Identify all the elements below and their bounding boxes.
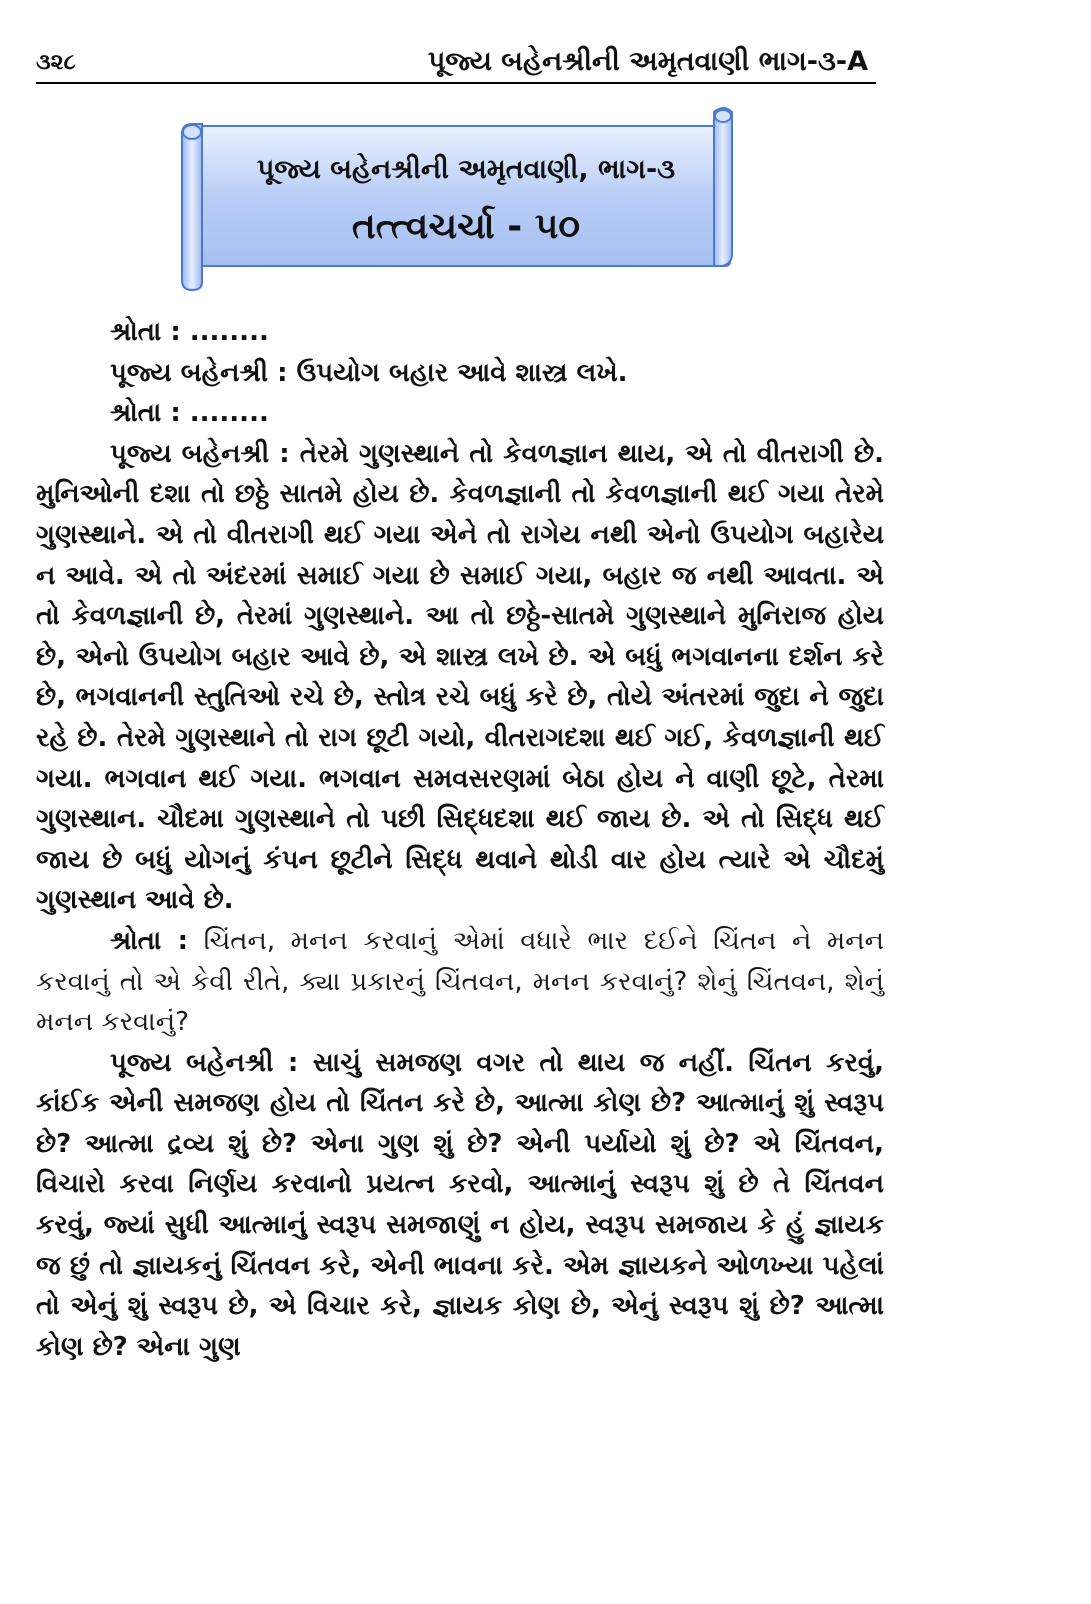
paragraph [36,1043,884,1368]
paragraph [36,312,884,353]
speaker-label: શ્રોતા : [110,317,181,347]
paragraph-text: સાચું સમજણ વગર તો થાય જ નહીં. ચિંતન કરવું, કાંઈક એની સમજણ હોય તો ચિંતન કરે છે, આત્મા કોણ છે? આત્માનું શું સ્વરૂપ છે? આત્મા દ્રવ્ય શું છે? એના ગુણ શું છે? એની પર્યાયો શું છે? એ ચિંતવન, વિચારો કરવા નિર્ણય કરવાનો પ્રયત્ન કરવો, આત્માનું સ્વરૂપ શું છે તે ચિંતવન કરવું, જ્યાં સુધી આત્માનું સ્વરૂપ સમજાણું ન હોય, સ્વરૂપ સમજાય કે હું જ્ઞાયક જ છું તો જ્ઞાયકનું ચિંતવન કરે, એની ભાવના કરે. એમ જ્ઞાયકને ઓળખ્યા પહેલાં તો એનું શું સ્વરૂપ છે, એ વિચાર કરે, જ્ઞાયક કોણ છે, એનું સ્વરૂપ શું છે? આત્મા કોણ છે? એના ગુણ [36,1047,884,1362]
banner-subtitle: પૂજ્ય બહેનશ્રીની અમૃતવાણી, ભાગ-૩ [256,154,676,185]
page-number: ૩૨૮ [36,50,76,75]
paragraph-text: ........ [180,317,269,347]
paragraph-text: ........ [180,398,269,429]
speaker-label: શ્રોતા : [110,925,189,956]
paragraph-text: ઉપયોગ બહાર આવે શાસ્ત્ર લખે. [287,357,628,388]
paragraph [36,434,884,921]
banner-title: તત્ત્વચર્ચા - ૫૦ [351,206,581,247]
running-title: પૂજ્ય બહેનશ્રીની અમૃતવાણી ભાગ-૩-A [427,46,868,77]
speaker-label: પૂજ્ય બહેનશ્રી : [110,1047,299,1078]
speaker-label: પૂજ્ય બહેનશ્રી : [110,438,290,469]
banner-text [202,128,730,264]
paragraph-text: તેરમે ગુણસ્થાને તો કેવળજ્ઞાન થાય, એ તો વીતરાગી છે. મુનિઓની દશા તો છઠ્ઠે સાતમે હોય છે. કેવળજ્ઞાની તો કેવળજ્ઞાની થઈ ગયા તેરમે ગુણસ્થાને. એ તો વીતરાગી થઈ ગયા એને તો રાગેય નથી એનો ઉપયોગ બહારેય ન આવે. એ તો અંદરમાં સમાઈ ગયા છે સમાઈ ગયા, બહાર જ નથી આવતા. એ તો કેવળજ્ઞાની છે, તેરમાં ગુણસ્થાને. આ તો છઠ્ઠે-સાતમે ગુણસ્થાને મુનિરાજ હોય છે, એનો ઉપયોગ બહાર આવે છે, એ શાસ્ત્ર લખે છે. એ બધું ભગવાનના દર્શન કરે છે, ભગવાનની સ્તુતિઓ રચે છે, સ્તોત્ર રચે બધું કરે છે, તોયે અંતરમાં જુદા ને જુદા રહે છે. તેરમે ગુણસ્થાને તો રાગ છૂટી ગયો, વીતરાગદશા થઈ ગઈ, કેવળજ્ઞાની થઈ ગયા. ભગવાન થઈ ગયા. ભગવાન સમવસરણમાં બેઠા હોય ને વાણી છૂટે, તેરમા ગુણસ્થાન. ચૌદમા ગુણસ્થાને તો પછી સિદ્ધદશા થઈ જાય છે. એ તો સિદ્ધ થઈ જાય છે બધું યોગનું કંપન છૂટીને સિદ્ધ થવાને થોડી વાર હોય ત્યારે એ ચૌદમું ગુણસ્થાન આવે છે. [36,438,884,916]
paragraph [36,393,884,434]
page-body [36,312,884,1367]
speaker-label: પૂજ્ય બહેનશ્રી : [110,357,288,388]
paragraph [36,353,884,394]
paragraph-text: ચિંતન, મનન કરવાનું એમાં વધારે ભાર દઈને ચિંતન ને મનન કરવાનું તો એ કેવી રીતે, ક્યા પ્રકારનું ચિંતવન, મનન કરવાનું? શેનું ચિંતવન, શેનું મનન કરવાનું? [36,925,884,1038]
page-header [36,44,876,84]
speaker-label: શ્રોતા : [110,398,181,429]
paragraph [36,921,884,1043]
